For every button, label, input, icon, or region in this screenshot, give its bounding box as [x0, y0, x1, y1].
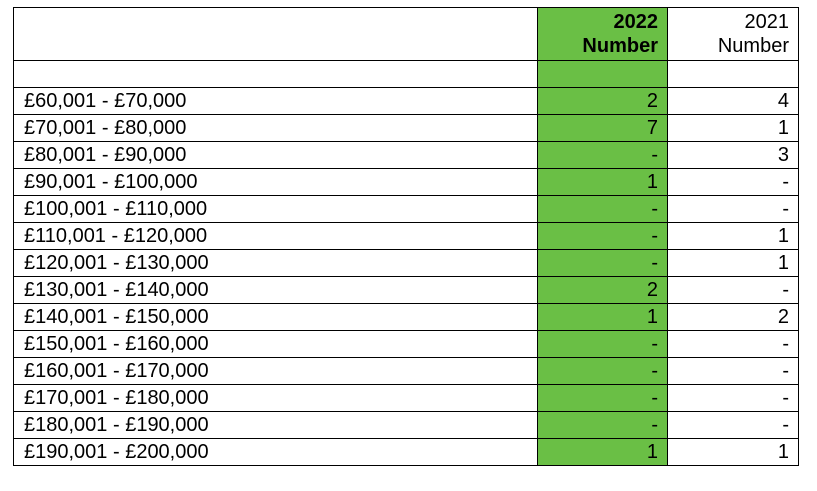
salary-band-cell: £140,001 - £150,000: [14, 304, 538, 331]
salary-band-cell: £190,001 - £200,000: [14, 439, 538, 466]
number-2021-cell: -: [668, 196, 799, 223]
salary-band-cell: £60,001 - £70,000: [14, 88, 538, 115]
table-row: [14, 385, 799, 412]
spacer-cell-2021: [668, 61, 799, 88]
table-row: [14, 196, 799, 223]
salary-band-table: [13, 7, 799, 466]
number-2022-cell: -: [538, 385, 668, 412]
number-2021-cell: -: [668, 358, 799, 385]
salary-band-cell: £70,001 - £80,000: [14, 115, 538, 142]
header-2021-year: 2021: [744, 11, 789, 33]
salary-band-cell: £90,001 - £100,000: [14, 169, 538, 196]
number-2021-cell: 1: [668, 115, 799, 142]
salary-band-cell: £160,001 - £170,000: [14, 358, 538, 385]
header-2021-label: Number: [717, 35, 789, 57]
salary-band-cell: £100,001 - £110,000: [14, 196, 538, 223]
number-2021-cell: -: [668, 169, 799, 196]
number-2022-cell: 1: [538, 304, 668, 331]
spacer-cell-band: [14, 61, 538, 88]
spacer-cell-2022: [538, 61, 668, 88]
table-row: [14, 88, 799, 115]
number-2021-cell: 2: [668, 304, 799, 331]
table-row: [14, 169, 799, 196]
number-2022-cell: -: [538, 196, 668, 223]
table-row: [14, 277, 799, 304]
number-2021-cell: -: [668, 331, 799, 358]
table-row: [14, 439, 799, 466]
number-2021-cell: 1: [668, 223, 799, 250]
number-2021-cell: 1: [668, 250, 799, 277]
table-row: [14, 331, 799, 358]
number-2022-cell: -: [538, 223, 668, 250]
number-2022-cell: 2: [538, 88, 668, 115]
header-band: [14, 8, 538, 61]
number-2022-cell: -: [538, 331, 668, 358]
salary-band-cell: £150,001 - £160,000: [14, 331, 538, 358]
number-2021-cell: -: [668, 277, 799, 304]
number-2022-cell: 1: [538, 439, 668, 466]
header-2021-number: [668, 8, 799, 61]
salary-band-cell: £110,001 - £120,000: [14, 223, 538, 250]
table-row: [14, 250, 799, 277]
table-row: [14, 115, 799, 142]
salary-band-cell: £180,001 - £190,000: [14, 412, 538, 439]
salary-band-cell: £130,001 - £140,000: [14, 277, 538, 304]
number-2022-cell: -: [538, 412, 668, 439]
number-2022-cell: 1: [538, 169, 668, 196]
number-2021-cell: 1: [668, 439, 799, 466]
number-2021-cell: -: [668, 385, 799, 412]
number-2022-cell: -: [538, 142, 668, 169]
header-2022-year: 2022: [613, 11, 658, 33]
spacer-row: [14, 61, 799, 88]
table-row: [14, 142, 799, 169]
table-row: [14, 412, 799, 439]
number-2022-cell: -: [538, 250, 668, 277]
table-row: [14, 223, 799, 250]
number-2021-cell: 4: [668, 88, 799, 115]
number-2021-cell: -: [668, 412, 799, 439]
number-2022-cell: 2: [538, 277, 668, 304]
header-2022-number: [538, 8, 668, 61]
table-row: [14, 304, 799, 331]
table-row: [14, 358, 799, 385]
salary-band-cell: £80,001 - £90,000: [14, 142, 538, 169]
number-2022-cell: 7: [538, 115, 668, 142]
number-2021-cell: 3: [668, 142, 799, 169]
salary-band-cell: £120,001 - £130,000: [14, 250, 538, 277]
header-2022-label: Number: [582, 35, 658, 57]
number-2022-cell: -: [538, 358, 668, 385]
table-header-row: [14, 8, 799, 61]
salary-band-cell: £170,001 - £180,000: [14, 385, 538, 412]
